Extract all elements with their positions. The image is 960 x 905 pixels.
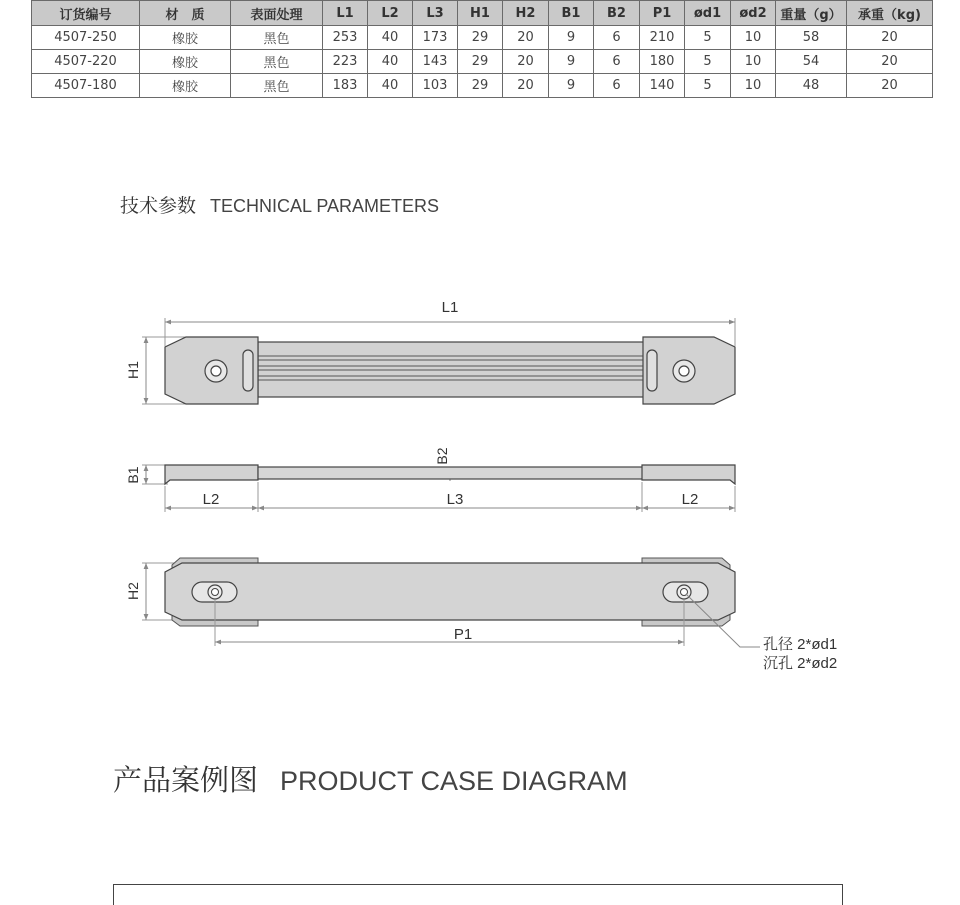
col-b2: B2	[594, 1, 640, 26]
h2-label: H2	[125, 582, 141, 600]
table-cell: 29	[458, 26, 503, 50]
col-p1: P1	[640, 1, 685, 26]
table-cell: 5	[685, 26, 731, 50]
tech-title-zh: 技术参数	[120, 195, 197, 217]
table-cell: 20	[503, 74, 549, 98]
p1-label: P1	[453, 626, 473, 643]
table-cell: 140	[640, 74, 685, 98]
left-slot	[243, 350, 253, 391]
table-cell: 橡胶	[140, 50, 231, 74]
l2-right-label: L2	[681, 491, 699, 508]
table-cell: 40	[368, 50, 413, 74]
table-cell: 180	[640, 50, 685, 74]
b2-label: B2	[434, 447, 450, 465]
col-d1: ød1	[685, 1, 731, 26]
right-slot	[647, 350, 657, 391]
table-cell: 橡胶	[140, 74, 231, 98]
col-b1: B1	[549, 1, 594, 26]
table-cell: 20	[847, 74, 933, 98]
top-view	[125, 299, 735, 404]
side-right-end	[642, 465, 735, 484]
col-load: 承重（kg)	[847, 1, 933, 26]
table-cell: 48	[776, 74, 847, 98]
case-title-zh: 产品案例图	[113, 763, 259, 797]
table-cell: 9	[549, 26, 594, 50]
table-cell: 223	[323, 50, 368, 74]
table-cell: 54	[776, 50, 847, 74]
hole-note-1: 孔径 2*ød1	[763, 636, 838, 653]
table-cell: 6	[594, 74, 640, 98]
col-l2: L2	[368, 1, 413, 26]
l3-label: L3	[446, 491, 464, 508]
table-cell: 10	[731, 50, 776, 74]
table-cell: 20	[503, 50, 549, 74]
table-cell: 5	[685, 50, 731, 74]
col-material: 材 质	[140, 1, 231, 26]
b1-label: B1	[125, 466, 141, 484]
bottom-view	[125, 558, 837, 672]
table-cell: 29	[458, 74, 503, 98]
table-cell: 6	[594, 26, 640, 50]
table-cell: 9	[549, 50, 594, 74]
col-order-no: 订货编号	[32, 1, 140, 26]
l2-left-label: L2	[202, 491, 220, 508]
col-h2: H2	[503, 1, 549, 26]
table-cell: 橡胶	[140, 26, 231, 50]
table-cell: 210	[640, 26, 685, 50]
table-cell: 黑色	[231, 50, 323, 74]
tech-title-en: TECHNICAL PARAMETERS	[210, 196, 440, 216]
table-cell: 20	[847, 26, 933, 50]
col-h1: H1	[458, 1, 503, 26]
product-case-heading	[113, 758, 628, 799]
side-left-end	[165, 465, 258, 484]
table-cell: 黑色	[231, 74, 323, 98]
case-title-en: PRODUCT CASE DIAGRAM	[280, 766, 628, 796]
table-cell: 20	[847, 50, 933, 74]
side-strap	[258, 467, 644, 479]
bottom-body	[165, 563, 735, 620]
side-view	[125, 447, 735, 512]
table-cell: 10	[731, 74, 776, 98]
col-l1: L1	[323, 1, 368, 26]
col-l3: L3	[413, 1, 458, 26]
table-cell: 29	[458, 50, 503, 74]
case-image-frame	[113, 884, 843, 905]
table-cell: 4507-180	[32, 74, 140, 98]
table-cell: 253	[323, 26, 368, 50]
table-cell: 10	[731, 26, 776, 50]
table-cell: 9	[549, 74, 594, 98]
table-cell: 143	[413, 50, 458, 74]
table-cell: 黑色	[231, 26, 323, 50]
table-cell: 103	[413, 74, 458, 98]
table-cell: 173	[413, 26, 458, 50]
table-cell: 58	[776, 26, 847, 50]
hole-note-2: 沉孔 2*ød2	[763, 655, 838, 672]
col-surface: 表面处理	[231, 1, 323, 26]
table-cell: 20	[503, 26, 549, 50]
table-cell: 40	[368, 74, 413, 98]
table-cell: 4507-220	[32, 50, 140, 74]
table-cell: 6	[594, 50, 640, 74]
table-cell: 4507-250	[32, 26, 140, 50]
table-cell: 40	[368, 26, 413, 50]
table-cell: 183	[323, 74, 368, 98]
h1-label: H1	[125, 361, 141, 379]
col-weight: 重量（g）	[776, 1, 847, 26]
col-d2: ød2	[731, 1, 776, 26]
l1-label: L1	[441, 299, 459, 316]
table-cell: 5	[685, 74, 731, 98]
